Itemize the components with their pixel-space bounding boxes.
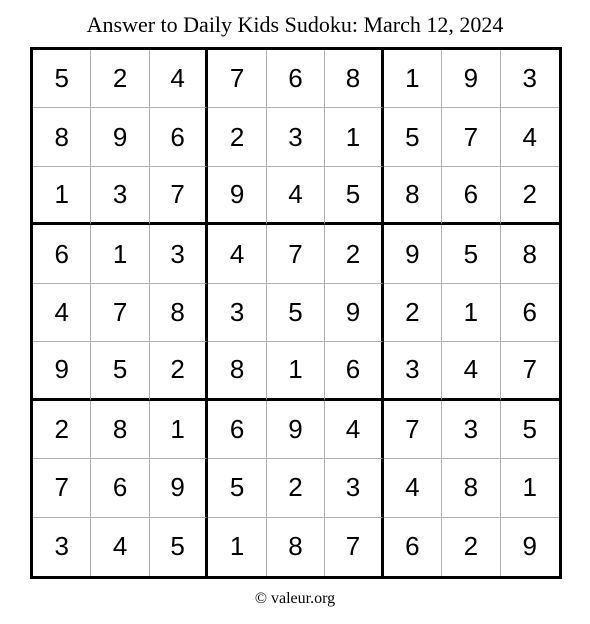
- sudoku-cell: 2: [91, 50, 149, 108]
- sudoku-cell: 1: [442, 284, 500, 342]
- sudoku-cell: 5: [150, 518, 208, 576]
- sudoku-cell: 3: [325, 459, 383, 517]
- sudoku-cell: 4: [91, 518, 149, 576]
- sudoku-cell: 1: [267, 342, 325, 400]
- sudoku-cell: 3: [150, 225, 208, 283]
- sudoku-cell: 1: [150, 401, 208, 459]
- sudoku-cell: 7: [91, 284, 149, 342]
- sudoku-cell: 6: [267, 50, 325, 108]
- sudoku-cell: 9: [325, 284, 383, 342]
- sudoku-cell: 2: [150, 342, 208, 400]
- sudoku-cell: 7: [150, 167, 208, 225]
- sudoku-cell: 9: [91, 108, 149, 166]
- sudoku-cell: 3: [442, 401, 500, 459]
- sudoku-cell: 1: [384, 50, 442, 108]
- sudoku-cell: 8: [33, 108, 91, 166]
- sudoku-cell: 1: [33, 167, 91, 225]
- sudoku-cell: 2: [267, 459, 325, 517]
- sudoku-cell: 8: [501, 225, 559, 283]
- sudoku-cell: 8: [208, 342, 266, 400]
- sudoku-cell: 5: [267, 284, 325, 342]
- sudoku-cell: 7: [442, 108, 500, 166]
- sudoku-cell: 5: [208, 459, 266, 517]
- sudoku-cell: 3: [208, 284, 266, 342]
- sudoku-cell: 9: [522, 531, 537, 562]
- page-title: Answer to Daily Kids Sudoku: March 12, 2024: [86, 12, 504, 37]
- sudoku-cell: 2: [325, 225, 383, 283]
- sudoku-cell: 8: [325, 50, 383, 108]
- sudoku-cell: 9: [33, 342, 91, 400]
- sudoku-cell: 4: [442, 342, 500, 400]
- sudoku-cell: 7: [325, 518, 383, 576]
- sudoku-cell: 3: [91, 167, 149, 225]
- sudoku-cell: 2: [33, 401, 91, 459]
- sudoku-cell: 2: [384, 284, 442, 342]
- sudoku-cell: 6: [325, 342, 383, 400]
- sudoku-cell: 2: [501, 167, 559, 225]
- sudoku-cell: 5: [501, 401, 559, 459]
- sudoku-cell: 6: [442, 167, 500, 225]
- sudoku-cell: 5: [91, 342, 149, 400]
- sudoku-cell: 8: [267, 518, 325, 576]
- sudoku-cell: 9: [442, 50, 500, 108]
- sudoku-cell: 6: [91, 459, 149, 517]
- sudoku-cell: 8: [150, 284, 208, 342]
- sudoku-cell: 8: [442, 459, 500, 517]
- sudoku-cell: 6: [208, 401, 266, 459]
- sudoku-cell: 1: [91, 225, 149, 283]
- sudoku-cell: 5: [33, 50, 91, 108]
- sudoku-cell: 7: [384, 401, 442, 459]
- sudoku-cell: 1: [501, 459, 559, 517]
- sudoku-cell: 9: [150, 459, 208, 517]
- sudoku-cell: 3: [384, 342, 442, 400]
- sudoku-cell: 6: [150, 108, 208, 166]
- sudoku-cell: 4: [501, 108, 559, 166]
- copyright-footer: © valeur.org: [254, 590, 336, 607]
- sudoku-cell: 9: [208, 167, 266, 225]
- sudoku-cell: 3: [501, 50, 559, 108]
- sudoku-cell: 7: [267, 225, 325, 283]
- sudoku-cell: 2: [208, 108, 266, 166]
- sudoku-cell: 3: [33, 518, 91, 576]
- sudoku-cell: 4: [325, 401, 383, 459]
- sudoku-cell: 8: [91, 401, 149, 459]
- sudoku-cell: 7: [208, 50, 266, 108]
- sudoku-cell: 5: [384, 108, 442, 166]
- sudoku-cell: 7: [501, 342, 559, 400]
- sudoku-cell: 2: [442, 518, 500, 576]
- sudoku-board: [30, 47, 562, 579]
- sudoku-cell: 6: [501, 284, 559, 342]
- sudoku-cell: 4: [384, 459, 442, 517]
- sudoku-cell: 7: [33, 459, 91, 517]
- sudoku-cell: 5: [442, 225, 500, 283]
- sudoku-cell: 4: [208, 225, 266, 283]
- sudoku-cell: 9: [384, 225, 442, 283]
- sudoku-cell: 8: [384, 167, 442, 225]
- sudoku-cell: 6: [384, 518, 442, 576]
- sudoku-cell: 1: [208, 518, 266, 576]
- sudoku-cell: 3: [267, 108, 325, 166]
- sudoku-cell: 1: [325, 108, 383, 166]
- sudoku-cell: 9: [267, 401, 325, 459]
- sudoku-cell: 6: [33, 225, 91, 283]
- sudoku-cell: 4: [267, 167, 325, 225]
- sudoku-cell: 4: [33, 284, 91, 342]
- sudoku-cell: 4: [150, 50, 208, 108]
- sudoku-cell: 5: [325, 167, 383, 225]
